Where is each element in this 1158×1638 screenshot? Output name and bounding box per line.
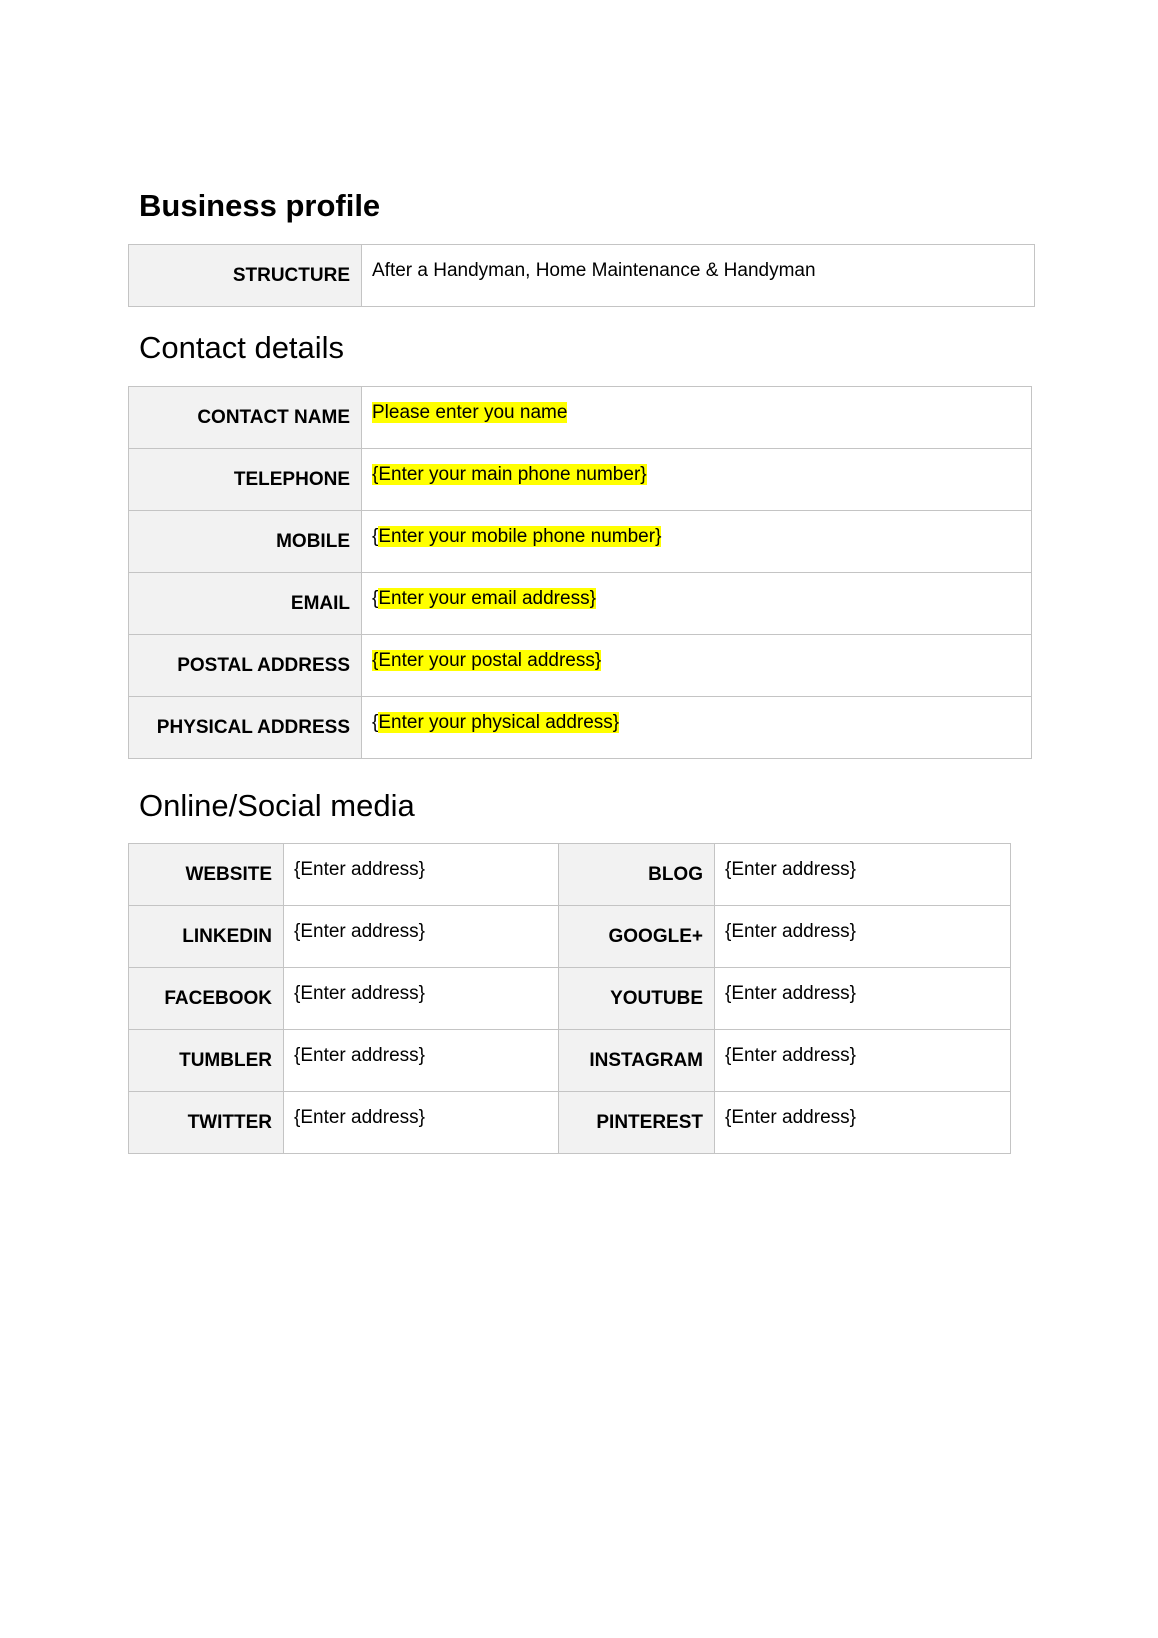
google-plus-field[interactable]: {Enter address} <box>715 906 1011 968</box>
youtube-label: YOUTUBE <box>559 968 715 1030</box>
telephone-label: TELEPHONE <box>129 449 362 511</box>
tumbler-label: TUMBLER <box>129 1030 284 1092</box>
physical-address-label: PHYSICAL ADDRESS <box>129 697 362 759</box>
website-field[interactable]: {Enter address} <box>284 844 559 906</box>
business-profile-heading: Business profile <box>139 188 381 223</box>
facebook-label: FACEBOOK <box>129 968 284 1030</box>
twitter-label: TWITTER <box>129 1092 284 1154</box>
google-plus-label: GOOGLE+ <box>559 906 715 968</box>
table-row <box>129 1092 1011 1154</box>
table-row <box>129 635 1032 697</box>
contact-name-label: CONTACT NAME <box>129 387 362 449</box>
contact-details-table <box>128 386 1032 759</box>
facebook-field[interactable]: {Enter address} <box>284 968 559 1030</box>
table-row <box>129 844 1011 906</box>
tumbler-field[interactable]: {Enter address} <box>284 1030 559 1092</box>
postal-address-field[interactable]: {Enter your postal address} <box>362 635 1032 697</box>
online-social-table <box>128 843 1011 1154</box>
pinterest-field[interactable]: {Enter address} <box>715 1092 1011 1154</box>
linkedin-field[interactable]: {Enter address} <box>284 906 559 968</box>
blog-field[interactable]: {Enter address} <box>715 844 1011 906</box>
mobile-field[interactable]: {Enter your mobile phone number} <box>362 511 1032 573</box>
twitter-field[interactable]: {Enter address} <box>284 1092 559 1154</box>
structure-value[interactable]: After a Handyman, Home Maintenance & Handyman <box>362 245 1035 307</box>
blog-label: BLOG <box>559 844 715 906</box>
youtube-field[interactable]: {Enter address} <box>715 968 1011 1030</box>
business-profile-table <box>128 244 1035 307</box>
telephone-field[interactable]: {Enter your main phone number} <box>362 449 1032 511</box>
table-row <box>129 697 1032 759</box>
structure-label: STRUCTURE <box>129 245 362 307</box>
email-field[interactable]: {Enter your email address} <box>362 573 1032 635</box>
table-row <box>129 1030 1011 1092</box>
postal-address-label: POSTAL ADDRESS <box>129 635 362 697</box>
linkedin-label: LINKEDIN <box>129 906 284 968</box>
pinterest-label: PINTEREST <box>559 1092 715 1154</box>
contact-details-heading: Contact details <box>139 330 345 365</box>
table-row <box>129 906 1011 968</box>
email-label: EMAIL <box>129 573 362 635</box>
instagram-label: INSTAGRAM <box>559 1030 715 1092</box>
online-social-heading: Online/Social media <box>139 788 415 823</box>
physical-address-field[interactable]: {Enter your physical address} <box>362 697 1032 759</box>
table-row <box>129 573 1032 635</box>
table-row <box>129 387 1032 449</box>
table-row <box>129 449 1032 511</box>
mobile-label: MOBILE <box>129 511 362 573</box>
table-row <box>129 968 1011 1030</box>
table-row <box>129 245 1035 307</box>
instagram-field[interactable]: {Enter address} <box>715 1030 1011 1092</box>
website-label: WEBSITE <box>129 844 284 906</box>
table-row <box>129 511 1032 573</box>
contact-name-field[interactable]: Please enter you name <box>362 387 1032 449</box>
